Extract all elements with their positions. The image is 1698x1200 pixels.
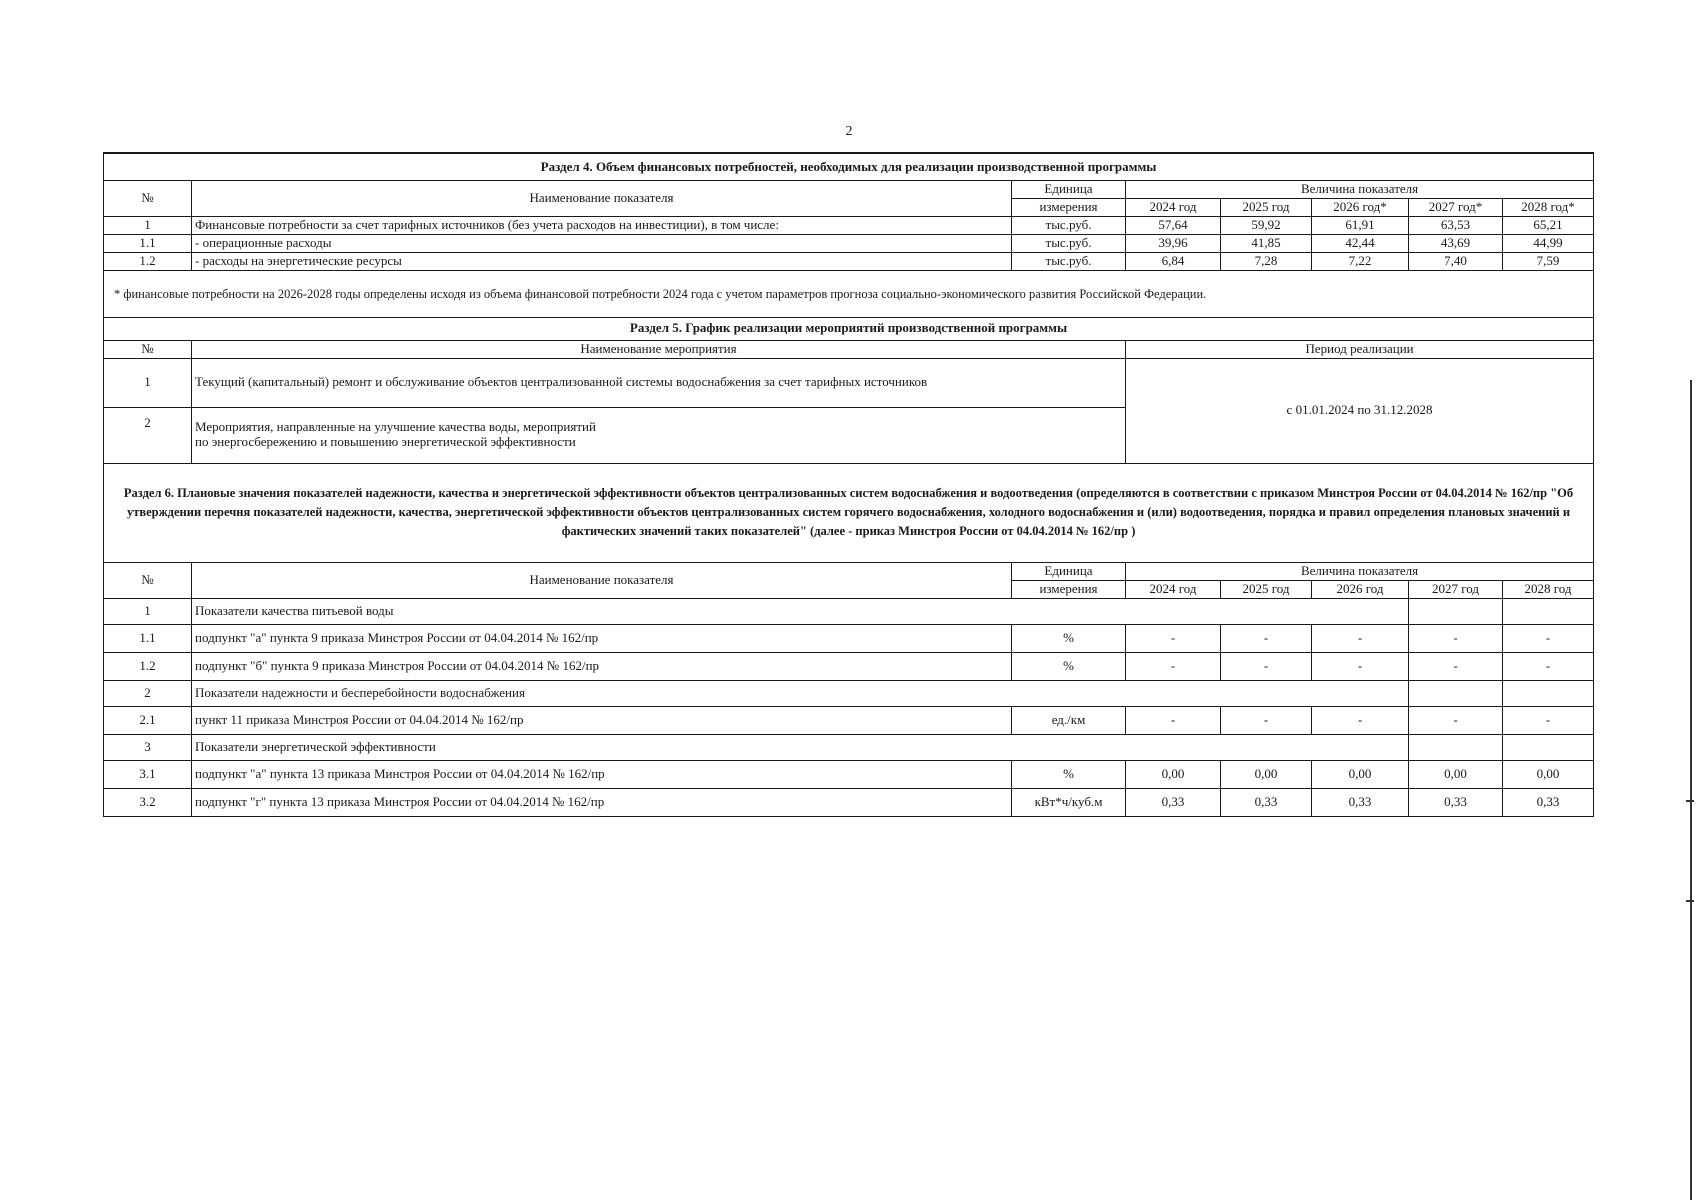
- section4-header-name: Наименование показателя: [192, 181, 1012, 217]
- table-row: [104, 652, 1594, 680]
- row-value: -: [1503, 624, 1594, 652]
- row-value: 0,33: [1126, 788, 1221, 816]
- row-value: 7,28: [1221, 252, 1312, 270]
- row-value: 39,96: [1126, 234, 1221, 252]
- section6-header-name: Наименование показателя: [192, 562, 1012, 598]
- group-name: Показатели энергетической эффективности: [192, 734, 1409, 760]
- row-name: подпункт "г" пункта 13 приказа Минстроя России от 04.04.2014 № 162/пр: [192, 788, 1012, 816]
- row-value: -: [1409, 652, 1503, 680]
- row-unit: %: [1012, 624, 1126, 652]
- row-value: 42,44: [1312, 234, 1409, 252]
- empty-cell: [1503, 680, 1594, 706]
- group-row: [104, 734, 1594, 760]
- section4-header-value: Величина показателя: [1126, 181, 1594, 199]
- row-name: подпункт "а" пункта 9 приказа Минстроя России от 04.04.2014 № 162/пр: [192, 624, 1012, 652]
- section4-note-row: [104, 270, 1594, 317]
- section6-year: 2028 год: [1503, 580, 1594, 598]
- section4-header-unit-bottom: измерения: [1012, 198, 1126, 216]
- row-value: -: [1409, 624, 1503, 652]
- section6-header-unit-bottom: измерения: [1012, 580, 1126, 598]
- section4-title: Раздел 4. Объем финансовых потребностей, необходимых для реализации производственной программы: [104, 153, 1594, 181]
- section6-year: 2024 год: [1126, 580, 1221, 598]
- row-num: 1.1: [104, 234, 192, 252]
- section4-year: 2024 год: [1126, 198, 1221, 216]
- row-unit: %: [1012, 652, 1126, 680]
- group-num: 2: [104, 680, 192, 706]
- row-value: 0,00: [1503, 760, 1594, 788]
- row-value: -: [1312, 652, 1409, 680]
- row-num: 2: [104, 407, 192, 463]
- section5-title-row: [104, 317, 1594, 340]
- scan-margin-line: [1690, 380, 1692, 1200]
- section4-year: 2025 год: [1221, 198, 1312, 216]
- row-value: -: [1221, 652, 1312, 680]
- row-num: 1.1: [104, 624, 192, 652]
- row-value: 0,33: [1409, 788, 1503, 816]
- row-unit: тыс.руб.: [1012, 234, 1126, 252]
- row-name: пункт 11 приказа Минстроя России от 04.04.2014 № 162/пр: [192, 706, 1012, 734]
- row-value: -: [1126, 706, 1221, 734]
- table-row: [104, 358, 1594, 407]
- row-value: -: [1409, 706, 1503, 734]
- row-value: -: [1312, 624, 1409, 652]
- section5-header-row: [104, 340, 1594, 358]
- row-value: 44,99: [1503, 234, 1594, 252]
- section6-header-row: [104, 562, 1594, 580]
- section5-title: Раздел 5. График реализации мероприятий производственной программы: [104, 317, 1594, 340]
- document-table: [103, 152, 1594, 817]
- group-num: 3: [104, 734, 192, 760]
- row-num: 1.2: [104, 252, 192, 270]
- row-num: 1: [104, 216, 192, 234]
- row-value: 43,69: [1409, 234, 1503, 252]
- section5-header-name: Наименование мероприятия: [192, 340, 1126, 358]
- row-value: 63,53: [1409, 216, 1503, 234]
- row-value: -: [1221, 624, 1312, 652]
- row-value: 6,84: [1126, 252, 1221, 270]
- row-name: - расходы на энергетические ресурсы: [192, 252, 1012, 270]
- row-unit: тыс.руб.: [1012, 252, 1126, 270]
- row-value: -: [1312, 706, 1409, 734]
- section6-year: 2025 год: [1221, 580, 1312, 598]
- row-value: -: [1126, 652, 1221, 680]
- row-value: -: [1221, 706, 1312, 734]
- section4-header-num: №: [104, 181, 192, 217]
- row-value: 0,00: [1312, 760, 1409, 788]
- row-value: -: [1503, 652, 1594, 680]
- section5-period: с 01.01.2024 по 31.12.2028: [1126, 358, 1594, 463]
- row-name: [192, 407, 1126, 463]
- table-row: [104, 760, 1594, 788]
- section4-footnote: * финансовые потребности на 2026-2028 годы определены исходя из объема финансовой потребности 2024 года с учетом параметров прогноза социально-экономического развития Российской Федерации.: [104, 270, 1594, 317]
- table-row: [104, 706, 1594, 734]
- section6-year: 2027 год: [1409, 580, 1503, 598]
- row-name: Текущий (капитальный) ремонт и обслуживание объектов централизованной системы водоснабжения за счет тарифных источников: [192, 358, 1126, 407]
- section6-header-unit-top: Единица: [1012, 562, 1126, 580]
- section4-year: 2027 год*: [1409, 198, 1503, 216]
- empty-cell: [1409, 598, 1503, 624]
- table-row: [104, 624, 1594, 652]
- row-num: 3.2: [104, 788, 192, 816]
- section5-header-period: Период реализации: [1126, 340, 1594, 358]
- section6-year: 2026 год: [1312, 580, 1409, 598]
- row-name: - операционные расходы: [192, 234, 1012, 252]
- table-row: [104, 252, 1594, 270]
- row-value: 0,33: [1312, 788, 1409, 816]
- row-value: 65,21: [1503, 216, 1594, 234]
- row-name: подпункт "а" пункта 13 приказа Минстроя России от 04.04.2014 № 162/пр: [192, 760, 1012, 788]
- scan-margin-tick: [1686, 800, 1694, 802]
- row-name-line: Мероприятия, направленные на улучшение качества воды, мероприятий: [195, 419, 596, 435]
- row-unit: тыс.руб.: [1012, 216, 1126, 234]
- row-num: 1: [104, 358, 192, 407]
- section5-header-num: №: [104, 340, 192, 358]
- row-value: 7,59: [1503, 252, 1594, 270]
- row-unit: кВт*ч/куб.м: [1012, 788, 1126, 816]
- scan-margin-tick: [1686, 900, 1694, 902]
- section4-header-row: [104, 181, 1594, 199]
- page-number: 2: [845, 124, 853, 139]
- table-row: [104, 234, 1594, 252]
- empty-cell: [1409, 680, 1503, 706]
- section6-header-num: №: [104, 562, 192, 598]
- row-value: -: [1503, 706, 1594, 734]
- row-name-line: по энергосбережению и повышению энергетической эффективности: [195, 434, 576, 450]
- row-num: 3.1: [104, 760, 192, 788]
- row-value: 61,91: [1312, 216, 1409, 234]
- row-name: Финансовые потребности за счет тарифных источников (без учета расходов на инвестиции), в том числе:: [192, 216, 1012, 234]
- section4-title-row: [104, 153, 1594, 181]
- row-value: 7,40: [1409, 252, 1503, 270]
- row-name: подпункт "б" пункта 9 приказа Минстроя России от 04.04.2014 № 162/пр: [192, 652, 1012, 680]
- row-value: 0,00: [1221, 760, 1312, 788]
- group-num: 1: [104, 598, 192, 624]
- group-row: [104, 680, 1594, 706]
- row-value: 0,00: [1126, 760, 1221, 788]
- section4-year: 2028 год*: [1503, 198, 1594, 216]
- row-unit: %: [1012, 760, 1126, 788]
- section4-header-unit-top: Единица: [1012, 181, 1126, 199]
- section6-title: Раздел 6. Плановые значения показателей надежности, качества и энергетической эффективности объектов централизованных систем водоснабжения и водоотведения (определяются в соответствии с приказом Минстроя России от 04.04.2014 № 162/пр "Об утверждении перечня показателей надежности, качества, энергетической эффективности объектов централизованных систем горячего водоснабжения, холодного водоснабжения и (или) водоотведения, порядка и правил определения плановых значений и фактических значений таких показателей" (далее - приказ Минстроя России от 04.04.2014 № 162/пр ): [104, 463, 1594, 562]
- empty-cell: [1409, 734, 1503, 760]
- row-value: -: [1126, 624, 1221, 652]
- row-value: 0,00: [1409, 760, 1503, 788]
- empty-cell: [1503, 598, 1594, 624]
- section6-header-value: Величина показателя: [1126, 562, 1594, 580]
- section6-title-row: [104, 463, 1594, 562]
- row-value: 59,92: [1221, 216, 1312, 234]
- section4-year: 2026 год*: [1312, 198, 1409, 216]
- row-unit: ед./км: [1012, 706, 1126, 734]
- row-value: 0,33: [1221, 788, 1312, 816]
- table-row: [104, 216, 1594, 234]
- row-value: 0,33: [1503, 788, 1594, 816]
- group-row: [104, 598, 1594, 624]
- row-value: 41,85: [1221, 234, 1312, 252]
- table-row: [104, 788, 1594, 816]
- row-num: 2.1: [104, 706, 192, 734]
- empty-cell: [1503, 734, 1594, 760]
- row-num: 1.2: [104, 652, 192, 680]
- group-name: Показатели надежности и бесперебойности водоснабжения: [192, 680, 1409, 706]
- group-name: Показатели качества питьевой воды: [192, 598, 1409, 624]
- row-value: 57,64: [1126, 216, 1221, 234]
- row-value: 7,22: [1312, 252, 1409, 270]
